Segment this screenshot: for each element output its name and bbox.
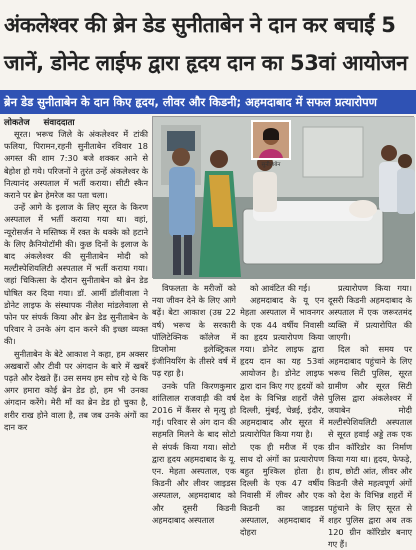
byline-name: लोकतेज [4, 118, 30, 128]
article-column-3 [240, 282, 324, 538]
paragraph: को आवंटित की गई। [250, 283, 311, 293]
subheadline-banner: ब्रेन डेड सुनीताबेन के दान किए हृदय, लीवर और किडनी; अहमदाबाद में सफल प्रत्यारोपण [0, 90, 416, 114]
article-column-4 [328, 282, 412, 550]
paragraph: प्रत्यारोपण किया गया। दूसरी किडनी अहमदाबाद के अस्पताल में एक जरूरतमंद व्यक्ति में प्रत्यारोपित की जाएगी। [328, 283, 412, 342]
paragraph: एक ही मरीज में एक साथ दो अंगों का प्रत्यारोपण बहुत मुश्किल होता है। दिल्ली के एक 47 वर्षीय निवासी में लीवर और एक किडनी का जाइडस अस्पताल, अहमदाबाद में दोहरा [240, 441, 324, 538]
paragraph: सूरत। भरूच जिले के अंकलेश्वर में टांकी फलिया, पिरामन,रहनी सुनीताबेन रविवार 18 अगस्त की शाम 7:30 बजे शक्कर आने से बेहोश हो गये। परिजनों ने तुरंत उन्हें अंकलेश्वर के नित्यानंद अस्पताल में भर्ती कराया। सीटी स्कैन कराने पर ब्रेन हेमरेज का पता चला। [4, 129, 148, 201]
paragraph: उनके पति किरणकुमार शांतिलाल राजवाड़ी की वर्ष 2016 में कैंसर से मृत्यु हो गई। परिवार से अंग दान की सहमति मिलने के बाद सोटो से संपर्क किया गया। सोटो द्वारा हृदय अहमदाबाद के यू. एन. मेहता अस्पताल, एक किडनी और लीवर जाइडस अस्पताल, अहमदाबाद को और दूसरी किडनी अहमदाबाद अस्पताल [152, 380, 236, 525]
paragraph: उन्हें आगे के इलाज के लिए सूरत के किरण अस्पताल में भर्ती कराया गया था। वहां, न्यूरोसर्जन ने मस्तिष्क में रक्त के थक्के को हटाने के लिए क्रैनियोटॉमी की। कुछ दिनों के इलाज के बाद अंकलेश्वर की सुनीताबेन मोदी को मल्टीस्पेशियलिटी अस्पताल में भर्ती कराया गया। जहां चिकित्सा के दौरान सुनीताबेन को ब्रेन डेड घोषित कर दिया गया। डॉ. आर्मी डॉलीवाला ने डोनेट लाइफ के संस्थापक नीलेश मांडलेवाला से फोन पर संपर्क किया और ब्रेन डेड सुनीताबेन के परिवार ने उनके अंग दान करने की इच्छा व्यक्त की। [4, 202, 148, 347]
paragraph: सुनीताबेन के बेटे आकाश ने कहा, हम अक्सर अखबारों और टीवी पर अंगदान के बारे में खबरें पढ़ते और देखते हैं। उस समय हम सोच रहे थे कि अगर हमारा कोई ब्रेन डेड हो, हम भी उनका अंगदान करेंगे। मेरी माँ का ब्रेन डेड हो चुका है, शरीर राख होने वाला है, तब जब उनके अंगों का दान कर [4, 348, 148, 432]
paragraph: अहमदाबाद के यू एन मेहता अस्पताल में भावनगर के एक 44 वर्षीय निवासी का हृदय प्रत्यारोपण किया गया। डोनेट लाइफ द्वारा हृदय दान का यह 53वां आयोजन है। डोनेट लाइफ द्वारा दान किए गए हृदयों को देश के विभिन्न शहरों जैसे दिल्ली, मुंबई, चेन्नई, इंदौर, अहमदाबाद और सूरत में प्रत्यारोपित किया गया है। [240, 295, 324, 440]
byline-role: संवाददाता [43, 118, 75, 128]
portrait-icon [253, 122, 289, 158]
headline-line-2: जानें, डोनेट लाईफ द्वारा हृदय दान का 53वां आयोजन [4, 51, 408, 75]
headline-line-1: अंकलेश्वर की ब्रेन डेड सुनीताबेन ने दान कर बचाईं 5 [4, 13, 396, 37]
paragraph: विफलता के मरीजों को नया जीवन देने के लिए आगे बढ़ें। बेटा आकाश (उम्र 22 वर्ष) भरूच के सरकारी पॉलिटेक्निक कॉलेज में डिप्लोमा इलेक्ट्रिकल इंजीनियरिंग के तीसरे वर्ष में पढ़ रहा है। [152, 283, 236, 379]
paragraph: दिल को समय पर अहमदाबाद पहुंचाने के लिए भरूच सिटी पुलिस, सूरत ग्रामीण और सूरत सिटी पुलिस द्वारा अंकलेश्वर में जयाबेन मोदी मल्टीस्पेशियलिटी अस्पताल से सूरत हवाई अड्डे तक एक ग्रीन कॉरिडोर का निर्माण किया गया था। हृदय, फेफड़े, हाथ, छोटी आंत, लीवर और किडनी जैसे महत्वपूर्ण अंगों को देश के विभिन्न शहरों में पहुंचाने के लिए सूरत से शहर पुलिस द्वारा अब तक 120 ग्रीन कॉरिडोर बनाए गए हैं। [328, 344, 412, 550]
article-column-1 [4, 128, 148, 498]
inset-portrait [251, 120, 291, 160]
byline [4, 117, 144, 128]
inset-caption: सुनीताबेन [261, 162, 281, 168]
headline [0, 0, 416, 90]
news-photo [152, 116, 414, 278]
article-column-2 [152, 282, 236, 525]
